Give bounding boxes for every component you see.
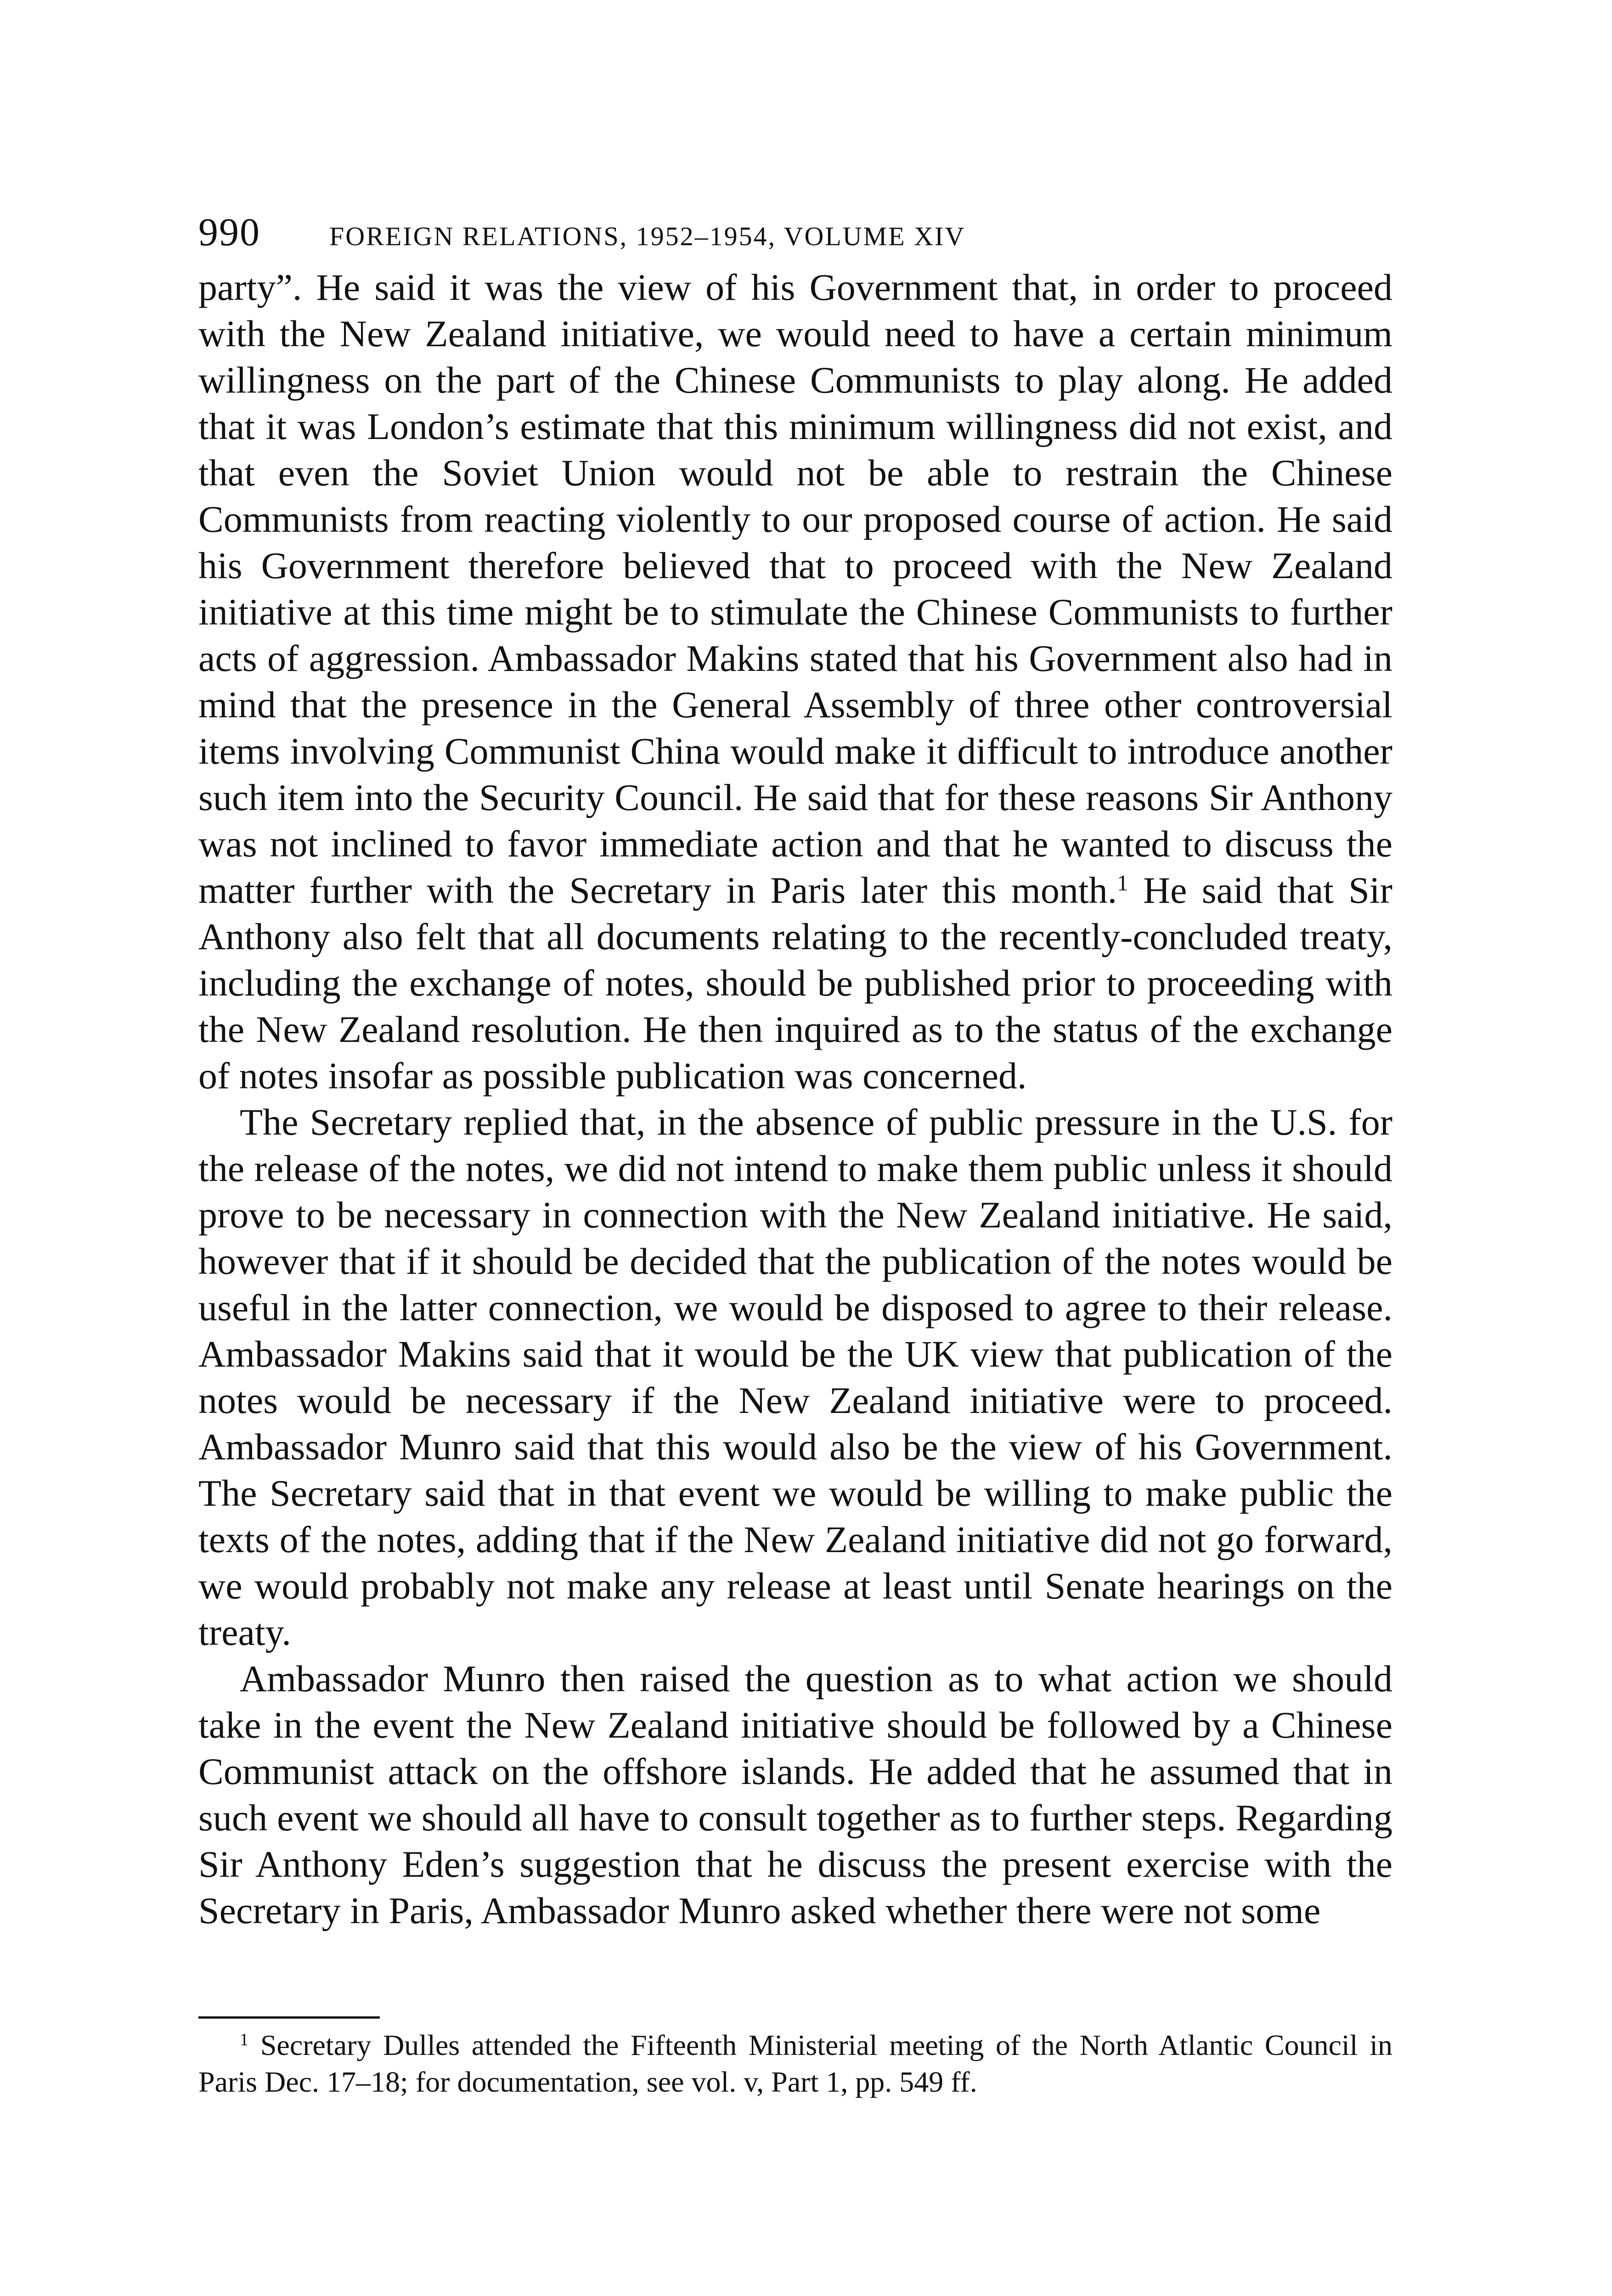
footnote <box>198 2027 1392 2100</box>
running-header <box>198 209 1392 264</box>
footnote-marker: 1 <box>240 2030 249 2049</box>
body-text <box>198 264 1392 1934</box>
footnote-ref: 1 <box>1117 870 1128 895</box>
page-content <box>198 209 1392 2100</box>
page-number: 990 <box>198 210 260 254</box>
paragraph: Ambassador Munro then raised the question as to what action we should take in the event the New Zealand initiative should be followed by a Chinese Communist attack on the offshore islands. He added that he assumed that in such event we should all have to consult together as to further steps. Regarding Sir Anthony Eden’s suggestion that he discuss the present exercise with the Secretary in Paris, Ambassador Munro asked whether there were not some <box>198 1658 1392 1931</box>
footnote-text: Secretary Dulles attended the Fifteenth Ministerial meeting of the North Atlantic Council in Paris Dec. 17–18; for documentation, see vol. v, Part 1, pp. 549 ff. <box>198 2029 1392 2098</box>
paragraph-text: party”. He said it was the view of his Government that, in order to proceed with the New Zealand initiative, we would need to have a certain minimum willingness on the part of the Chinese Communists to play along. He added that it was London’s estimate that this minimum willingness did not exist, and that even the Soviet Union would not be able to restrain the Chinese Communists from reacting violently to our proposed course of action. He said his Government therefore believed that to proceed with the New Zealand initiative at this time might be to stimulate the Chinese Communists to further acts of aggression. Ambassador Makins stated that his Government also had in mind that the presence in the General Assembly of three other controversial items involving Communist China would make it difficult to introduce another such item into the Security Council. He said that for these reasons Sir Anthony was not inclined to favor immediate action and that he wanted to discuss the matter further with the Secretary in Paris later this month. <box>198 266 1392 911</box>
running-title: FOREIGN RELATIONS, 1952–1954, VOLUME XIV <box>329 221 966 251</box>
footnote-divider <box>198 2016 380 2019</box>
paragraph-continued <box>198 264 1392 1099</box>
paragraph-text: He said that Sir Anthony also felt that all documents relating to the recently-concluded treaty, including the exchange of notes, should be published prior to proceeding with the New Zealand resolution. He then inquired as to the status of the exchange of notes insofar as possible publication was concerned. <box>198 869 1392 1097</box>
paragraph: The Secretary replied that, in the absence of public pressure in the U.S. for the release of the notes, we did not intend to make them public unless it should prove to be necessary in connection with the New Zealand initiative. He said, however that if it should be decided that the publication of the notes would be useful in the latter connection, we would be disposed to agree to their release. Ambassador Makins said that it would be the UK view that publication of the notes would be necessary if the New Zealand initiative were to proceed. Ambassador Munro said that this would also be the view of his Government. The Secretary said that in that event we would be willing to make public the texts of the notes, adding that if the New Zealand initiative did not go forward, we would probably not make any release at least until Senate hearings on the treaty. <box>198 1101 1392 1653</box>
